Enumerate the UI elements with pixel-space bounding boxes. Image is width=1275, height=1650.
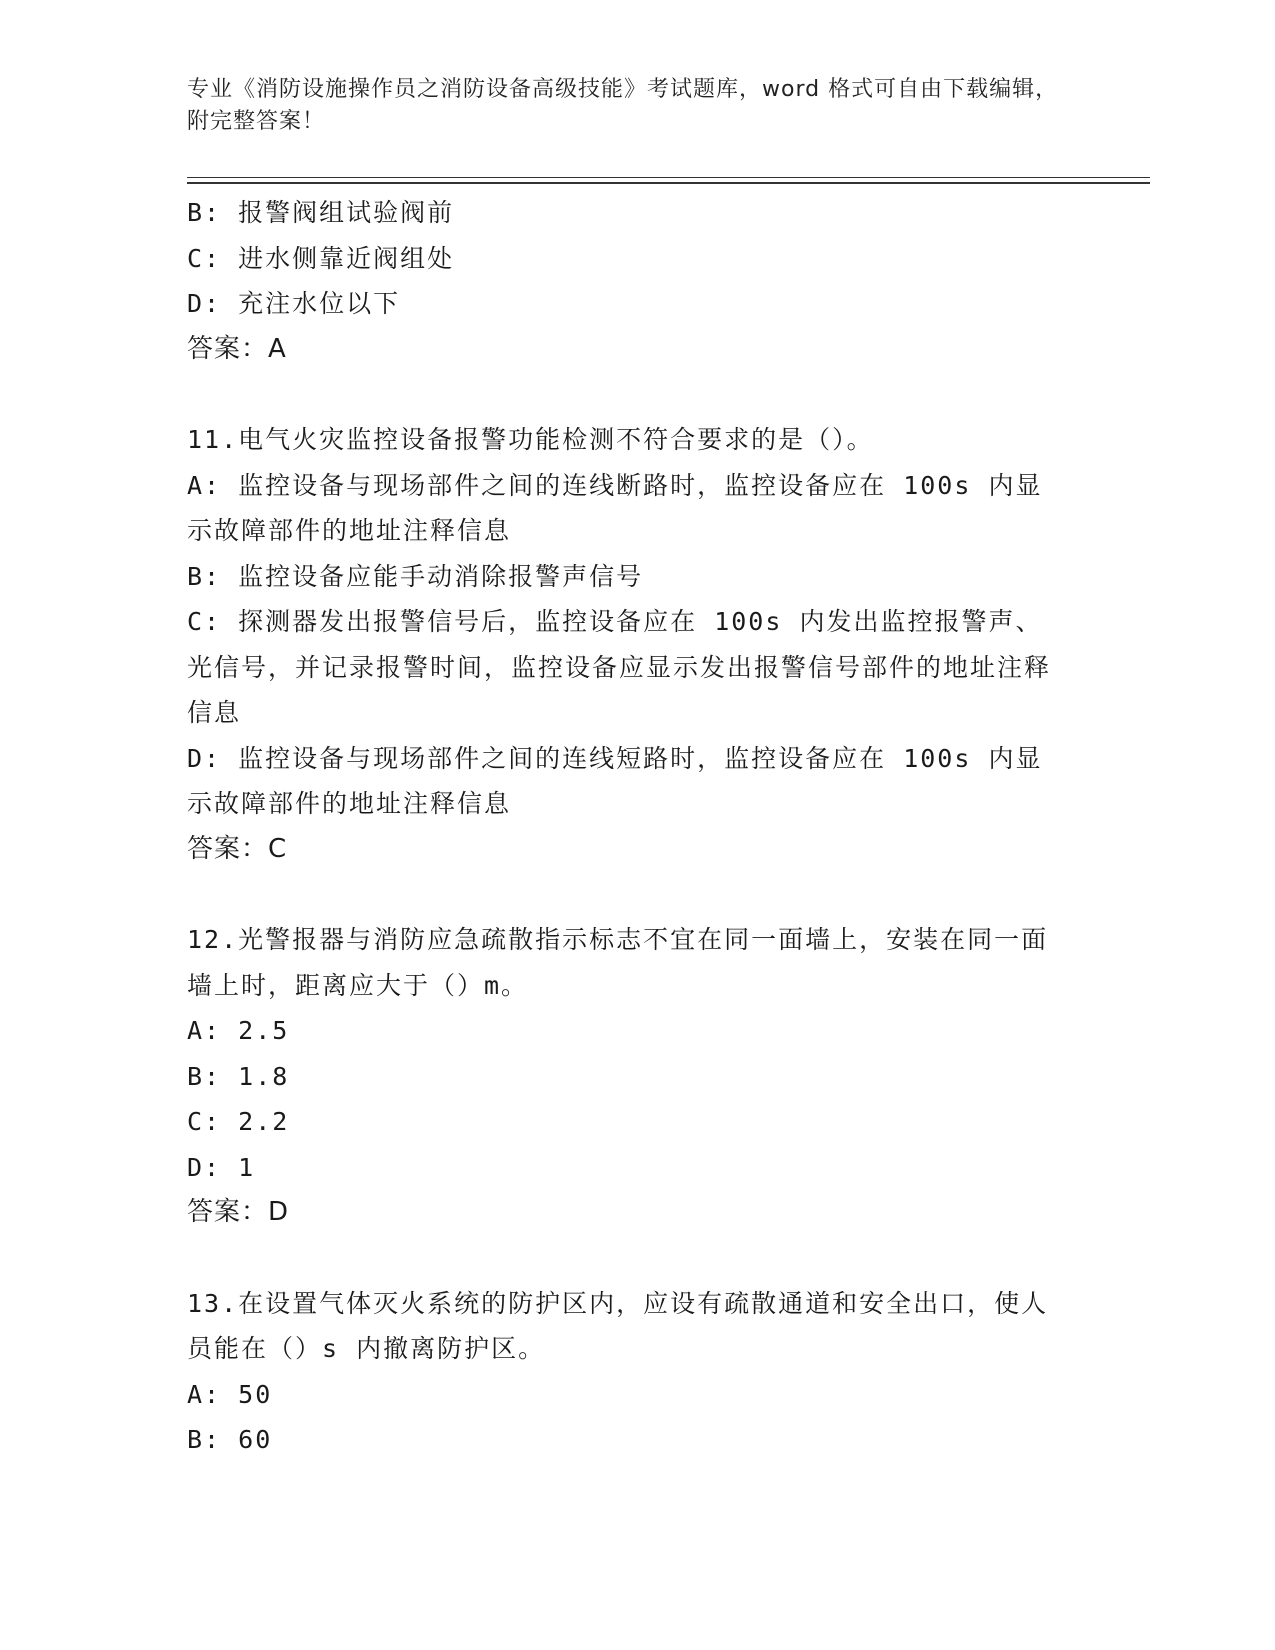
option-c: C: 2.2 [187, 1107, 290, 1136]
question-stem: 12.光警报器与消防应急疏散指示标志不宜在同一面墙上，安装在同一面墙上时，距离应大于（）m。 [187, 925, 1049, 1000]
answer-line: 答案：C [187, 833, 288, 864]
question-stem: 13.在设置气体灭火系统的防护区内，应设有疏散通道和安全出口，使人员能在（）s 内撤离防护区。 [187, 1288, 1049, 1363]
option-d: D: 1 [187, 1152, 256, 1182]
question-10-tail [187, 190, 1067, 372]
option-d: D: 监控设备与现场部件之间的连线短路时，监控设备应在 100s 内显示故障部件的地址注释信息 [187, 743, 1043, 818]
option-d: D: 充注水位以下 [187, 289, 401, 318]
option-a: A: 50 [187, 1379, 273, 1409]
question-content [187, 190, 1067, 1463]
header-divider-thin [187, 177, 1150, 178]
answer-line: 答案：A [187, 333, 287, 364]
option-c: C: 进水侧靠近阀组处 [187, 243, 455, 273]
option-b: B: 监控设备应能手动消除报警声信号 [187, 561, 644, 591]
document-header: 专业《消防设施操作员之消防设备高级技能》考试题库，word 格式可自由下载编辑，附完整答案！ [187, 77, 1059, 134]
option-a: A: 监控设备与现场部件之间的连线断路时，监控设备应在 100s 内显示故障部件的地址注释信息 [187, 470, 1043, 545]
question-12 [187, 917, 1067, 1236]
header-divider-thick [187, 182, 1150, 184]
question-13 [187, 1281, 1067, 1463]
option-b: B: 1.8 [187, 1061, 290, 1091]
option-b: B: 报警阀组试验阀前 [187, 198, 455, 227]
question-stem: 11.电气火灾监控设备报警功能检测不符合要求的是（）。 [187, 425, 874, 454]
option-c: C: 探测器发出报警信号后，监控设备应在 100s 内发出监控报警声、光信号，并记录报警时间，监控设备应显示发出报警信号部件的地址注释信息 [187, 607, 1052, 727]
question-11 [187, 417, 1067, 872]
option-b: B: 60 [187, 1425, 273, 1454]
option-a: A: 2.5 [187, 1016, 290, 1045]
answer-line: 答案：D [187, 1197, 290, 1227]
